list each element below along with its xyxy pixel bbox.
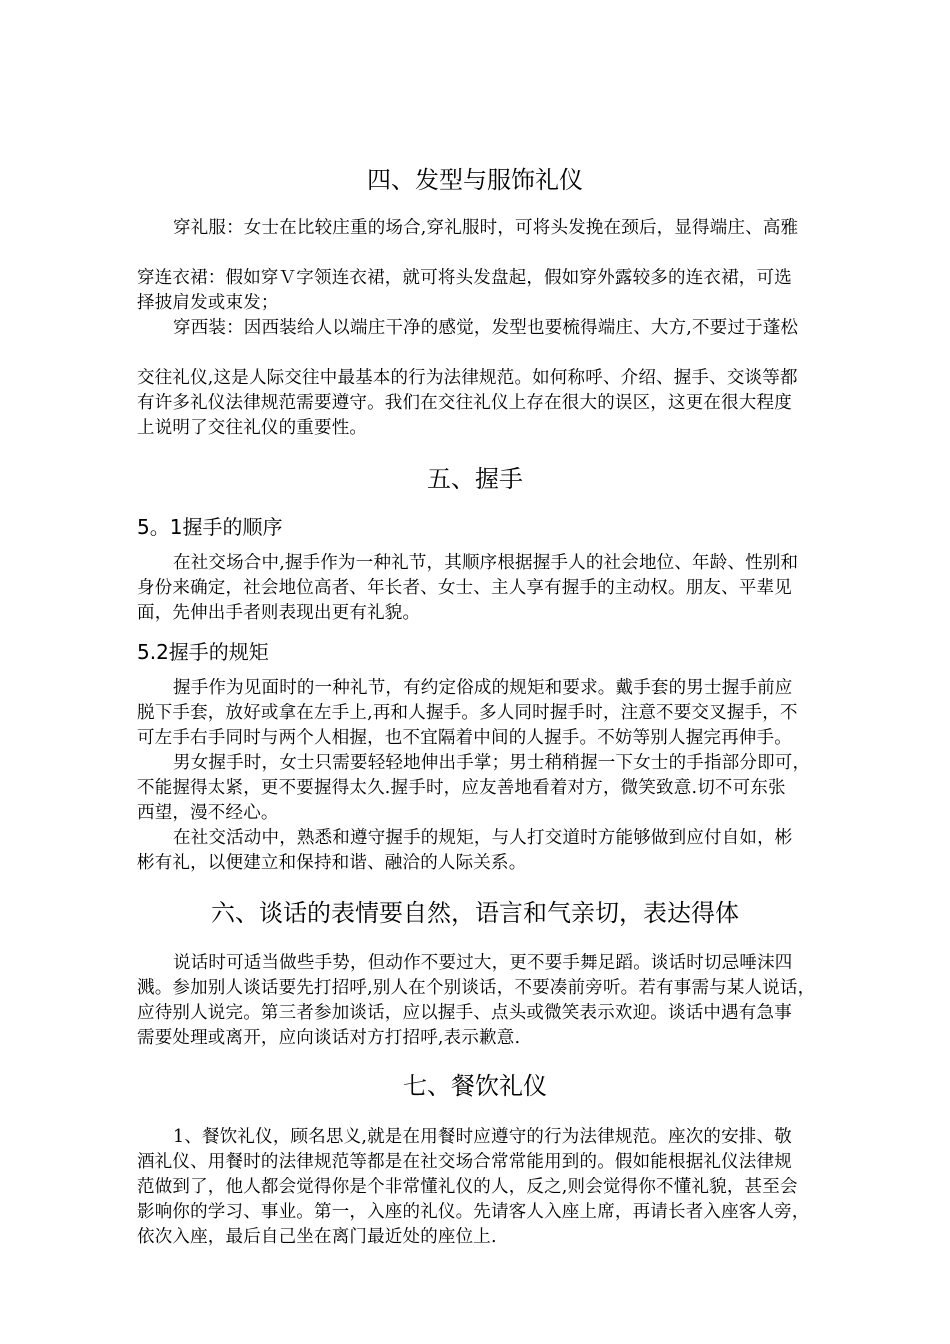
text-line: 西望，漫不经心。 (137, 803, 279, 823)
text-line: 上说明了交往礼仪的重要性。 (137, 418, 368, 438)
text-line: 酒礼仪、用餐时的法律规范等都是在社交场合常常能用到的。假如能根据礼仪法律规 (137, 1152, 792, 1172)
paragraph-formal-dress (137, 216, 861, 241)
text-line: 在社交活动中，熟悉和遵守握手的规矩，与人打交道时方能够做到应付自如，彬 (173, 828, 793, 848)
paragraph-dress-skirt (137, 266, 861, 316)
paragraph-suit (137, 316, 861, 341)
text-line: 择披肩发或束发； (137, 293, 279, 313)
text-line: 穿连衣裙：假如穿Ｖ字领连衣裙，就可将头发盘起，假如穿外露较多的连衣裙，可选 (137, 268, 792, 288)
paragraph-handshake-rules (137, 676, 861, 876)
paragraph-dining (137, 1125, 861, 1250)
text-line: 影响你的学习、事业。第一，入座的礼仪。先请客人入座上席，再请长者入座客人旁， (137, 1202, 810, 1222)
paragraph-social-etiquette (137, 366, 861, 441)
text-line: 脱下手套，放好或拿在左手上,再和人握手。多人同时握手时，注意不要交叉握手，不 (137, 703, 798, 723)
text-line: 应待别人说完。第三者参加谈话，应以握手、点头或微笑表示欢迎。谈话中遇有急事 (137, 1003, 792, 1023)
paragraph-handshake-order (137, 551, 861, 626)
text-line: 范做到了，他人都会觉得你是个非常懂礼仪的人，反之,则会觉得你不懂礼貌，甚至会 (137, 1177, 798, 1197)
text-line: 握手作为见面时的一种礼节，有约定俗成的规矩和要求。戴手套的男士握手前应 (173, 678, 793, 698)
text-line: 身份来确定，社会地位高者、年长者、女士、主人享有握手的主动权。朋友、平辈见 (137, 578, 792, 598)
text-line: 有许多礼仪法律规范需要遵守。我们在交往礼仪上存在很大的误区，这更在很大程度 (137, 393, 792, 413)
section-title-conversation: 六、谈话的表情要自然，语言和气亲切，表达得体 (211, 899, 739, 927)
text-line: 依次入座，最后自己坐在离门最近处的座位上. (137, 1227, 497, 1247)
text-line: 说话时可适当做些手势，但动作不要过大，更不要手舞足蹈。谈话时切忌唾沫四 (173, 953, 793, 973)
text-line: 不能握得太紧，更不要握得太久.握手时，应友善地看着对方，微笑致意.切不可东张 (137, 778, 786, 798)
text-line: 穿礼服：女士在比较庄重的场合,穿礼服时，可将头发挽在颈后，显得端庄、高雅 (173, 218, 799, 238)
section-title-hair-and-dress: 四、发型与服饰礼仪 (367, 166, 583, 194)
subsection-heading-handshake-rules: 5.2握手的规矩 (137, 640, 269, 664)
subsection-heading-handshake-order: 5。1握手的顺序 (137, 515, 283, 539)
text-line: 面，先伸出手者则表现出更有礼貌。 (137, 603, 421, 623)
text-line: 穿西装：因西装给人以端庄干净的感觉，发型也要梳得端庄、大方,不要过于蓬松 (173, 318, 799, 338)
text-line: 溅。参加别人谈话要先打招呼,别人在个别谈话，不要凑前旁听。若有事需与某人说话， (137, 978, 816, 998)
text-line: 1、餐饮礼仪，顾名思义,就是在用餐时应遵守的行为法律规范。座次的安排、敬 (173, 1127, 792, 1147)
text-line: 交往礼仪,这是人际交往中最基本的行为法律规范。如何称呼、介绍、握手、交谈等都 (137, 368, 798, 388)
text-line: 可左手右手同时与两个人相握，也不宜隔着中间的人握手。不妨等别人握完再伸手。 (137, 728, 792, 748)
section-title-dining: 七、餐饮礼仪 (403, 1072, 547, 1100)
text-line: 彬有礼，以便建立和保持和谐、融洽的人际关系。 (137, 853, 527, 873)
text-line: 在社交场合中,握手作为一种礼节，其顺序根据握手人的社会地位、年龄、性别和 (173, 553, 799, 573)
paragraph-conversation (137, 951, 861, 1051)
text-line: 男女握手时，女士只需要轻轻地伸出手掌；男士稍稍握一下女士的手指部分即可， (173, 753, 811, 773)
text-line: 需要处理或离开，应向谈话对方打招呼,表示歉意. (137, 1028, 521, 1048)
section-title-handshake: 五、握手 (427, 465, 523, 493)
